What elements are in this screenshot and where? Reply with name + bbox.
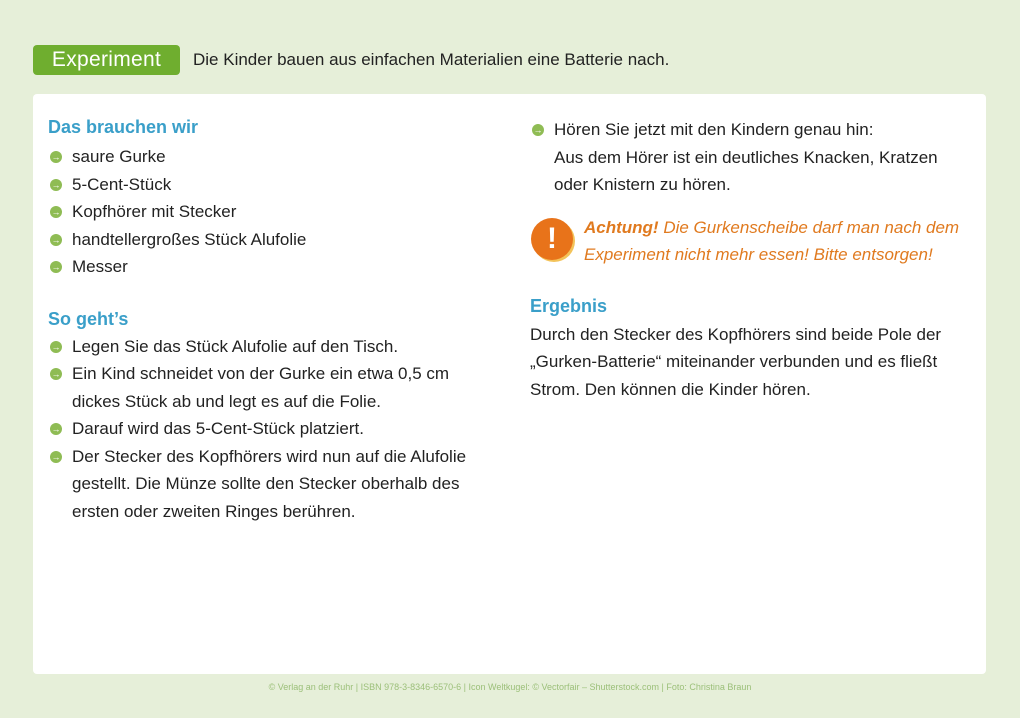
list-item: → Der Stecker des Kopfhörers wird nun auf die Alufolie gestellt. Die Münze sollte den Stecker oberhalb des ersten oder zweiten Ringes berühren. (51, 446, 467, 521)
warning-box (530, 214, 970, 268)
list-item: → Darauf wird das 5-Cent-Stück platziert. (51, 419, 364, 438)
list-item: → Messer (51, 257, 128, 276)
steps-list (48, 333, 503, 526)
arrow-right-circle-icon: → (51, 262, 61, 272)
steps-list-continued (530, 116, 970, 199)
right-column (530, 116, 970, 403)
list-item: → Ein Kind schneidet von der Gurke ein etwa 0,5 cm dickes Stück ab und legt es auf die Folie. (51, 364, 450, 411)
left-column (48, 115, 503, 525)
arrow-right-circle-icon: → (51, 152, 61, 162)
experiment-description: Die Kinder bauen aus einfachen Materialien eine Batterie nach. (193, 50, 670, 69)
list-item: → Legen Sie das Stück Alufolie auf den Tisch. (51, 336, 399, 356)
list-item: → Kopfhörer mit Stecker (51, 202, 237, 221)
arrow-right-circle-icon: → (533, 125, 543, 135)
result-heading: Ergebnis (530, 295, 608, 316)
section-label-experiment: Experiment (33, 45, 180, 75)
content-card (33, 94, 986, 674)
materials-heading: Das brauchen wir (48, 117, 199, 137)
list-item: → handtellergroßes Stück Alufolie (51, 229, 307, 249)
arrow-right-circle-icon: → (51, 207, 61, 217)
arrow-right-circle-icon: → (51, 451, 61, 462)
arrow-right-circle-icon: → (51, 179, 61, 190)
warning-label: Achtung! (584, 217, 659, 237)
warning-text: Die Gurkenscheibe darf man nach dem Experiment nicht mehr essen! Bitte entsorgen! (584, 217, 960, 264)
footer-credits: © Verlag an der Ruhr | ISBN 978-3-8346-6570-6 | Icon Weltkugel: © Vectorfair – Shutterstock.com | Foto: Christina Braun (268, 682, 752, 692)
materials-list (48, 143, 503, 281)
arrow-right-circle-icon: → (51, 234, 61, 245)
list-item: → Hören Sie jetzt mit den Kindern genau hin: Aus dem Hörer ist ein deutliches Knacken, Kratzen oder Knistern zu hören. (533, 120, 938, 194)
exclamation-circle-icon: ! (531, 218, 573, 260)
list-item: → 5-Cent-Stück (51, 174, 172, 194)
arrow-right-circle-icon: → (51, 369, 61, 379)
arrow-right-circle-icon: → (51, 341, 61, 352)
list-item: → saure Gurke (51, 147, 166, 166)
steps-heading: So geht’s (48, 308, 129, 329)
result-text: Durch den Stecker des Kopfhörers sind beide Pole der „Gurken-Batterie“ miteinander verbunden und es fließt Strom. Den können die Kinder hören. (530, 324, 942, 399)
arrow-right-circle-icon: → (51, 424, 61, 434)
